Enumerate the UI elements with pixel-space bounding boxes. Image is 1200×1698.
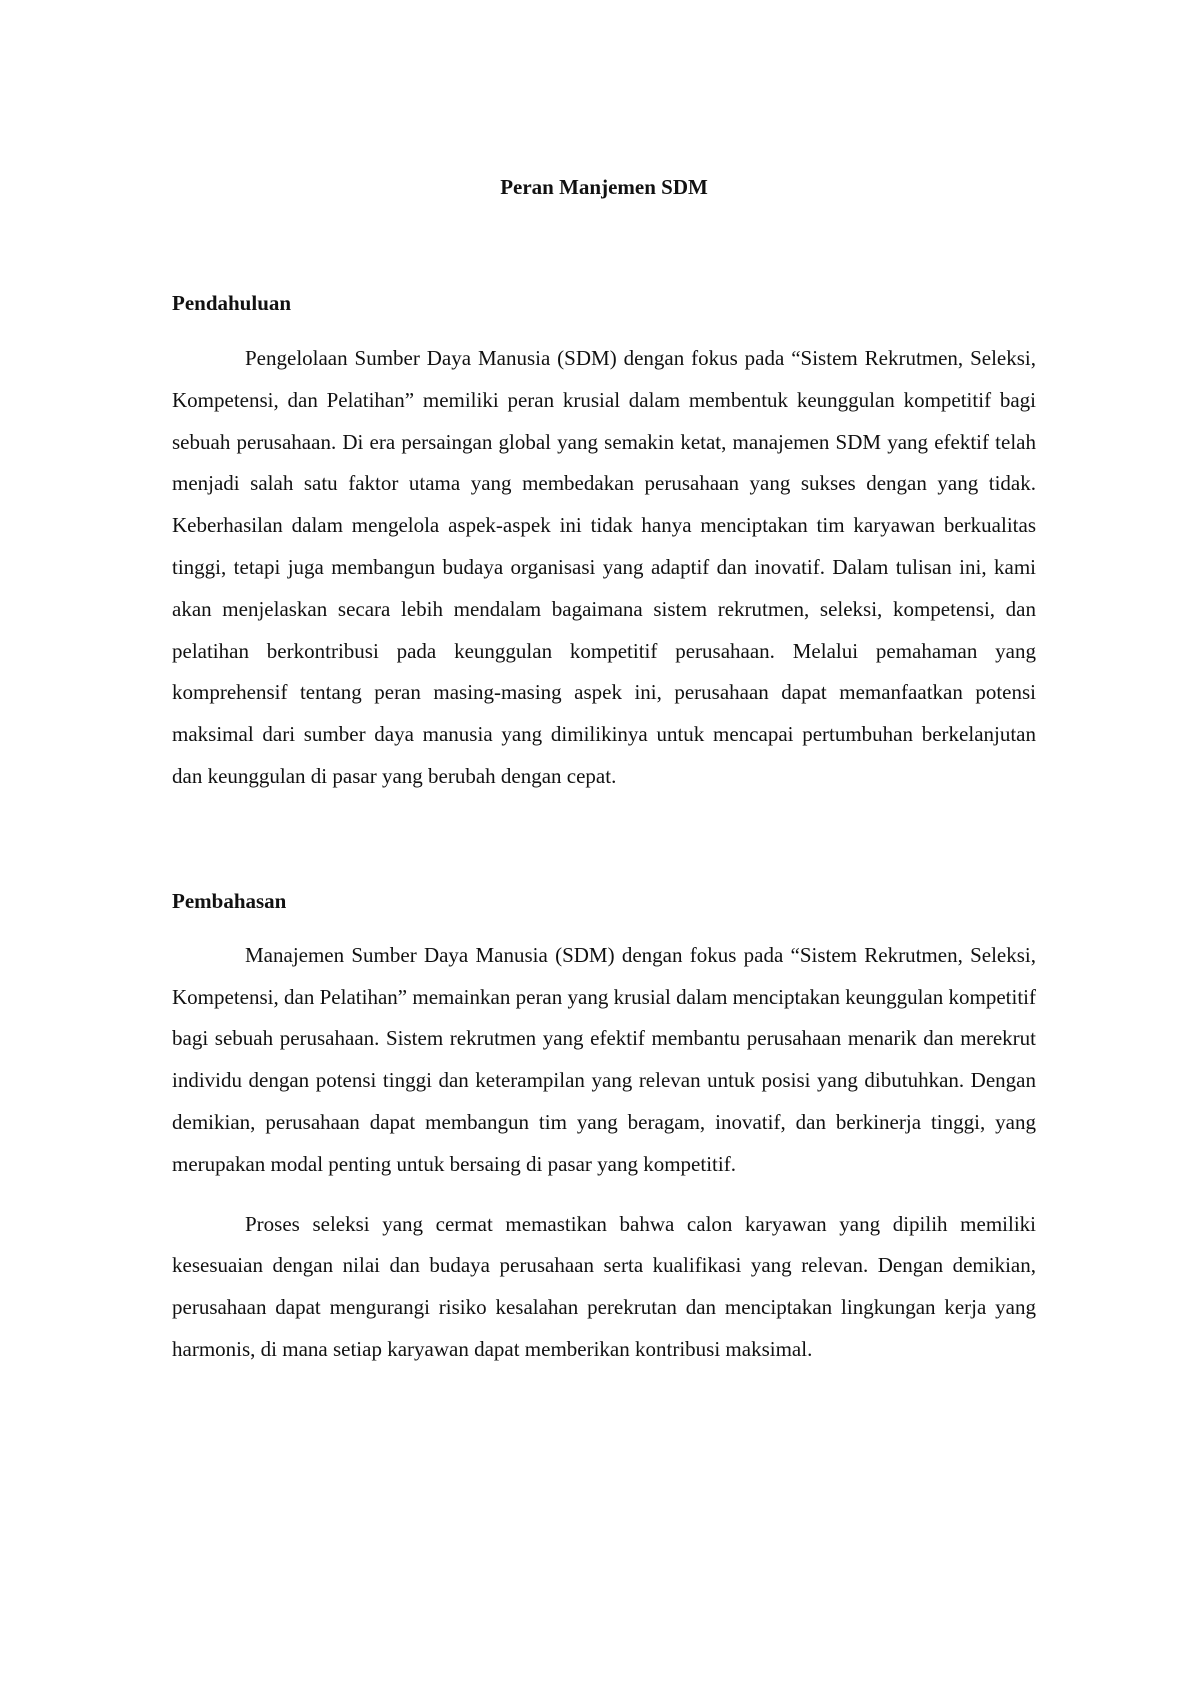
- section-heading-pendahuluan: Pendahuluan: [172, 291, 292, 315]
- document-body: [172, 170, 1036, 1371]
- paragraph-pendahuluan-1: Pengelolaan Sumber Daya Manusia (SDM) dengan fokus pada “Sistem Rekrutmen, Seleksi, Kompetensi, dan Pelatihan” memiliki peran krusial dalam membentuk keunggulan kompetitif bagi sebuah perusahaan. Di era persaingan global yang semakin ketat, manajemen SDM yang efektif telah menjadi salah satu faktor utama yang membedakan perusahaan yang sukses dengan yang tidak. Keberhasilan dalam mengelola aspek-aspek ini tidak hanya menciptakan tim karyawan berkualitas tinggi, tetapi juga membangun budaya organisasi yang adaptif dan inovatif. Dalam tulisan ini, kami akan menjelaskan secara lebih mendalam bagaimana sistem rekrutmen, seleksi, kompetensi, dan pelatihan berkontribusi pada keunggulan kompetitif perusahaan. Melalui pemahaman yang komprehensif tentang peran masing-masing aspek ini, perusahaan dapat memanfaatkan potensi maksimal dari sumber daya manusia yang dimilikinya untuk mencapai pertumbuhan berkelanjutan dan keunggulan di pasar yang berubah dengan cepat.: [172, 346, 1036, 788]
- section-heading-pembahasan: Pembahasan: [172, 888, 287, 913]
- paragraph-pembahasan-1: Manajemen Sumber Daya Manusia (SDM) dengan fokus pada “Sistem Rekrutmen, Seleksi, Kompetensi, dan Pelatihan” memainkan peran yang krusial dalam menciptakan keunggulan kompetitif bagi sebuah perusahaan. Sistem rekrutmen yang efektif membantu perusahaan menarik dan merekrut individu dengan potensi tinggi dan keterampilan yang relevan untuk posisi yang dibutuhkan. Dengan demikian, perusahaan dapat membangun tim yang beragam, inovatif, dan berkinerja tinggi, yang merupakan modal penting untuk bersaing di pasar yang kompetitif.: [172, 942, 1036, 1176]
- paragraph-pembahasan-2: Proses seleksi yang cermat memastikan bahwa calon karyawan yang dipilih memiliki kesesuaian dengan nilai dan budaya perusahaan serta kualifikasi yang relevan. Dengan demikian, perusahaan dapat mengurangi risiko kesalahan perekrutan dan menciptakan lingkungan kerja yang harmonis, di mana setiap karyawan dapat memberikan kontribusi maksimal.: [172, 1211, 1036, 1361]
- page-title: Peran Manjemen SDM: [500, 175, 708, 199]
